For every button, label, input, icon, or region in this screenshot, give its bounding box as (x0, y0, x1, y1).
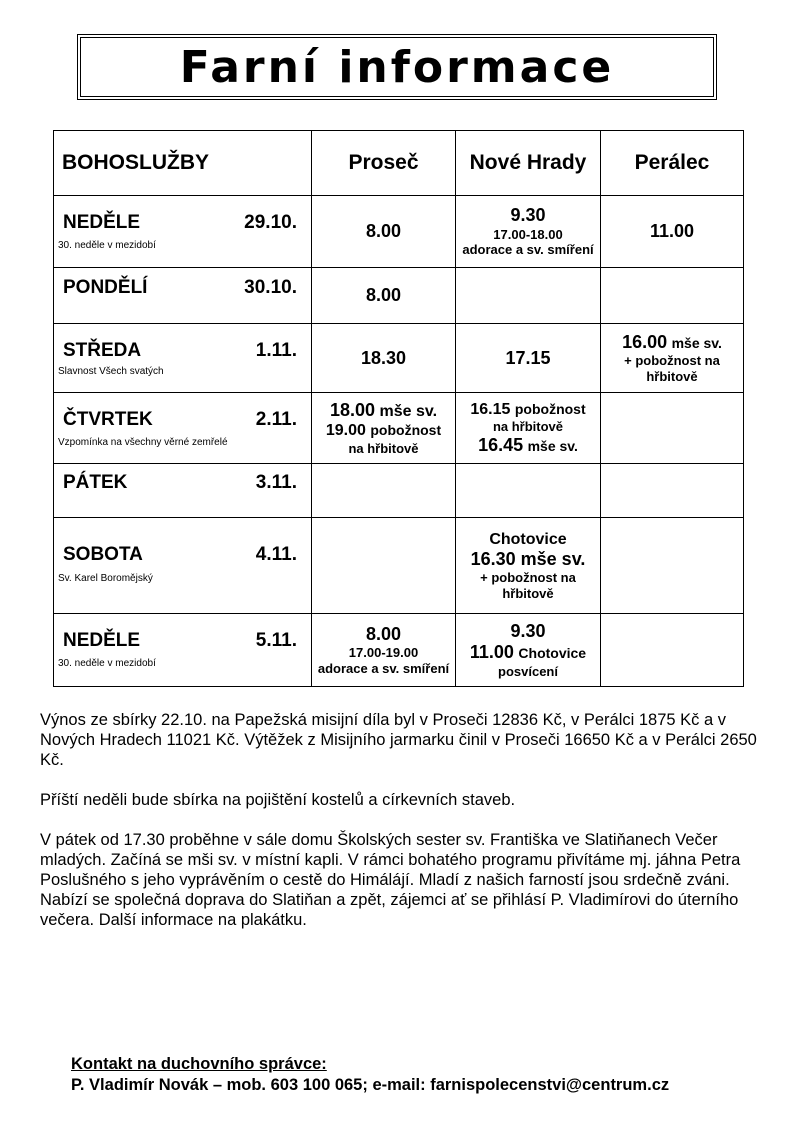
cell-prosec (312, 196, 456, 268)
service-note: posvícení (498, 663, 558, 679)
cell-nove-hrady (456, 464, 601, 518)
service-type: mše sv. (527, 437, 578, 454)
cell-nove-hrady (456, 518, 601, 614)
cell-prosec (312, 464, 456, 518)
cell-prosec (312, 324, 456, 393)
day-cell (54, 464, 312, 518)
day-date: 3.11. (255, 472, 297, 493)
day-name: PONDĚLÍ (63, 277, 148, 298)
time-range: 17.00-18.00 (493, 226, 563, 242)
contact-line: P. Vladimír Novák – mob. 603 100 065; e-mail: farnispolecenstvi@centrum.cz (71, 1076, 670, 1094)
day-date: 4.11. (255, 544, 297, 565)
header-services: BOHOSLUŽBY (54, 131, 312, 196)
table-row (54, 196, 744, 268)
day-name: STŘEDA (63, 340, 142, 361)
day-cell (54, 614, 312, 687)
service-note: + pobožnost na (624, 353, 720, 369)
table-row (54, 518, 744, 614)
header-nove-hrady: Nové Hrady (456, 131, 601, 196)
time: 8.00 (365, 285, 402, 305)
cell-peralec (601, 464, 744, 518)
time: 18.30 (360, 347, 407, 368)
day-cell (54, 268, 312, 324)
time: 9.30 (510, 205, 546, 226)
day-date: 5.11. (255, 630, 297, 651)
day-note: Vzpomínka na všechny věrné zemřelé (58, 437, 228, 448)
time: 9.30 (510, 620, 546, 641)
cell-peralec (601, 614, 744, 687)
day-cell (54, 196, 312, 268)
time-range: 17.00-19.00 (348, 645, 419, 661)
contact-block (71, 1054, 669, 1096)
announcements (40, 710, 760, 950)
cell-prosec (312, 518, 456, 614)
title-box (77, 34, 717, 100)
service-type: pobožnost (370, 422, 442, 439)
header-peralec: Perálec (601, 131, 744, 196)
day-date: 1.11. (255, 340, 297, 361)
table-header-row (54, 131, 744, 196)
announcement-paragraph: V pátek od 17.30 proběhne v sále domu Školských sester sv. Františka ve Slatiňanech Večer mladých. Začíná se mši sv. v místní kapli. V rámci bohatého programu přivítáme mj. jáhna Petra Poslušného s jeho vyprávěním o cestě do Himálájí. Mladí z našich farností jsou srdečně zváni. Nabízí se společná doprava do Slatiňan a zpět, zájemci ať se přihlásí P. Vladimírovi do úterního večera. Další informace na plakátku. (40, 831, 741, 929)
day-name: NEDĚLE (63, 630, 141, 651)
cell-peralec (601, 393, 744, 464)
day-date: 29.10. (244, 212, 297, 233)
cell-prosec (312, 614, 456, 687)
day-note: Slavnost Všech svatých (58, 366, 164, 377)
day-date: 2.11. (255, 409, 297, 430)
table-row (54, 268, 744, 324)
cell-nove-hrady (456, 614, 601, 687)
time: 16.30 mše sv. (470, 548, 586, 569)
location: Chotovice (518, 645, 587, 662)
cell-nove-hrady (456, 196, 601, 268)
cell-peralec (601, 518, 744, 614)
service-note: + pobožnost na (480, 570, 576, 586)
service-type: mše sv. (671, 334, 722, 351)
cell-nove-hrady (456, 268, 601, 324)
day-name: SOBOTA (63, 544, 143, 565)
day-note: 30. neděle v mezidobí (58, 658, 156, 669)
location: Chotovice (489, 530, 567, 548)
time: 16.00 (622, 331, 668, 352)
time: 19.00 (325, 422, 366, 440)
day-note: 30. neděle v mezidobí (58, 240, 156, 251)
service-type: mše sv. (379, 402, 438, 420)
day-cell (54, 324, 312, 393)
cell-nove-hrady (456, 324, 601, 393)
cell-peralec (601, 268, 744, 324)
table-row (54, 393, 744, 464)
announcement-paragraph: Výnos ze sbírky 22.10. na Papežská misijní díla byl v Proseči 12836 Kč, v Perálci 1875 Kč a v Nových Hradech 11021 Kč. Výtěžek z Misijního jarmarku činil v Proseči 16650 Kč a v Perálci 2650 Kč. (40, 711, 757, 769)
service-note: hřbitově (646, 368, 698, 384)
cell-peralec (601, 324, 744, 393)
header-prosec: Proseč (312, 131, 456, 196)
service-note: na hřbitově (492, 419, 564, 434)
time: 17.15 (505, 347, 551, 368)
day-name: NEDĚLE (63, 212, 141, 233)
table-row (54, 614, 744, 687)
service-note: na hřbitově (348, 440, 419, 456)
time: 16.15 (470, 400, 511, 418)
cell-nove-hrady (456, 393, 601, 464)
service-note: adorace a sv. smíření (462, 242, 594, 258)
time: 11.00 (649, 221, 695, 241)
day-date: 30.10. (244, 277, 297, 298)
day-name: ČTVRTEK (63, 409, 153, 430)
time: 18.00 (329, 399, 376, 420)
time: 16.45 (478, 434, 524, 455)
service-type: pobožnost (514, 400, 586, 417)
cell-prosec (312, 268, 456, 324)
day-note: Sv. Karel Boromějský (58, 573, 153, 584)
cell-peralec (601, 196, 744, 268)
schedule-table (53, 130, 744, 687)
day-cell (54, 393, 312, 464)
service-note: adorace a sv. smíření (317, 660, 450, 676)
contact-heading: Kontakt na duchovního správce: (71, 1055, 327, 1073)
day-cell (54, 518, 312, 614)
service-note: hřbitově (502, 585, 554, 601)
announcement-paragraph: Příští neděli bude sbírka na pojištění kostelů a církevních staveb. (40, 791, 516, 809)
time: 8.00 (365, 623, 402, 644)
page-title: Farní informace (179, 41, 615, 93)
time: 11.00 (469, 642, 514, 663)
day-name: PÁTEK (63, 472, 128, 493)
cell-prosec (312, 393, 456, 464)
time: 8.00 (365, 221, 402, 241)
table-row (54, 324, 744, 393)
table-row (54, 464, 744, 518)
